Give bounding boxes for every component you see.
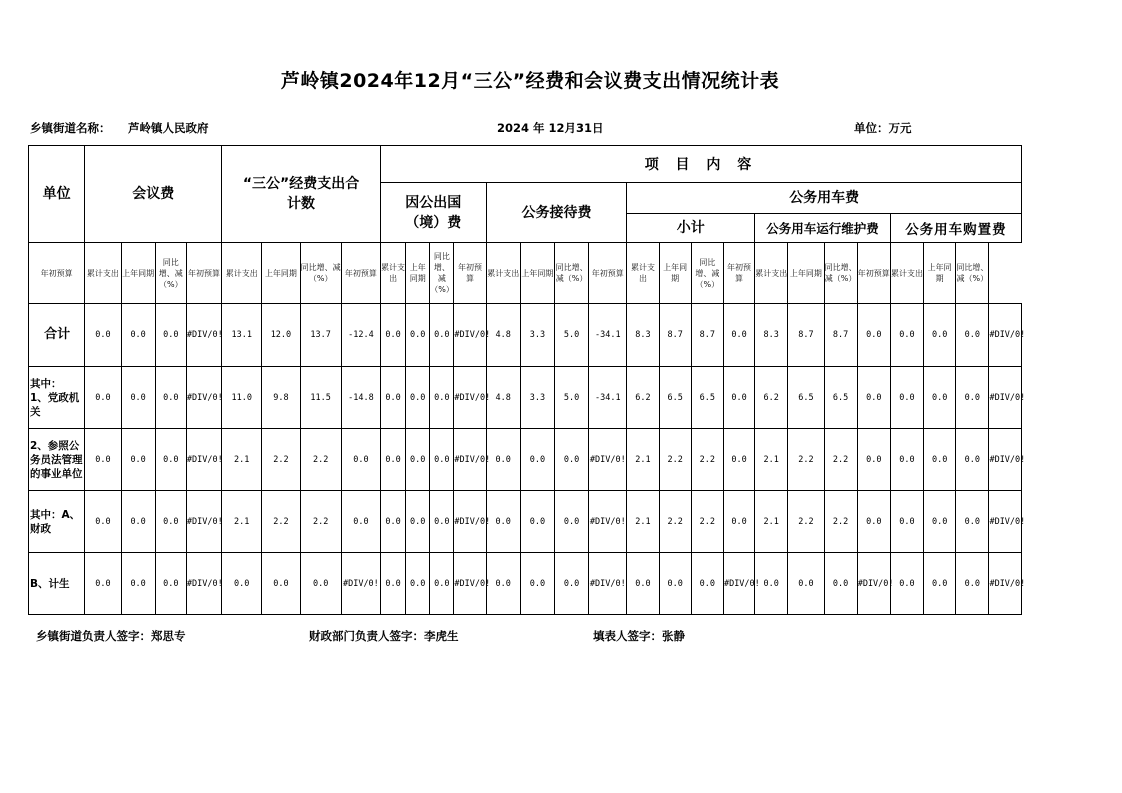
value-cell: 2.2 [262,491,300,553]
subheader-cell: 累计支出 [222,243,262,304]
finance-leader-signature: 财政部门负责人签字：李虎生 [309,629,459,643]
unit-label: 单位：万元 [854,121,912,135]
header-sangong-total-text: “三公”经费支出合计数 [242,176,360,212]
value-cell: 13.7 [300,304,341,367]
value-cell: 0.0 [155,553,186,615]
value-cell: 0.0 [956,491,989,553]
value-cell: 5.0 [554,304,588,367]
value-cell: 2.2 [824,429,857,491]
value-cell: 2.1 [627,491,659,553]
value-cell: 2.2 [691,429,723,491]
value-cell: 2.1 [755,491,788,553]
header-meeting: 会议费 [85,146,222,243]
value-cell: 6.5 [824,367,857,429]
value-cell: 0.0 [155,304,186,367]
value-cell: 0.0 [659,553,691,615]
row-label: 其中：A、财政 [29,491,85,553]
value-cell: 0.0 [121,429,155,491]
value-cell: 0.0 [956,429,989,491]
value-cell: 0.0 [890,304,923,367]
value-cell: #DIV/0! [589,491,627,553]
value-cell: 0.0 [723,304,754,367]
header-project-content: 项 目 内 容 [381,146,1022,183]
value-cell: 0.0 [222,553,262,615]
value-cell: 0.0 [723,429,754,491]
value-cell: 0.0 [262,553,300,615]
value-cell: 0.0 [788,553,824,615]
value-cell: 0.0 [430,429,454,491]
value-cell: 2.1 [222,429,262,491]
subheader-cell: 上年同期 [924,243,956,304]
value-cell: 0.0 [554,553,588,615]
value-cell: 0.0 [627,553,659,615]
value-cell: 8.3 [755,304,788,367]
value-cell: 9.8 [262,367,300,429]
value-cell: 0.0 [486,491,520,553]
value-cell: 0.0 [430,491,454,553]
value-cell: 0.0 [406,491,430,553]
value-cell: 0.0 [890,367,923,429]
table-row [29,304,1022,367]
town-leader-signature: 乡镇街道负责人签字：郑思专 [36,629,186,643]
subheader-cell: 上年同期 [788,243,824,304]
value-cell: 2.2 [788,429,824,491]
value-cell: #DIV/0! [589,553,627,615]
value-cell: 0.0 [85,553,121,615]
value-cell: #DIV/0! [186,429,221,491]
value-cell: 0.0 [381,553,406,615]
value-cell: #DIV/0! [989,304,1022,367]
value-cell: 2.2 [262,429,300,491]
value-cell: 0.0 [857,304,890,367]
value-cell: 0.0 [924,367,956,429]
value-cell: 0.0 [723,367,754,429]
subheader-cell: 同比增、减（%） [430,243,454,304]
subheader-cell: 同比增、减（%） [155,243,186,304]
value-cell: 0.0 [723,491,754,553]
value-cell: 0.0 [890,429,923,491]
value-cell: #DIV/0! [186,367,221,429]
value-cell: 0.0 [430,553,454,615]
value-cell: #DIV/0! [989,367,1022,429]
value-cell: 0.0 [430,367,454,429]
value-cell: 0.0 [155,367,186,429]
value-cell: 6.5 [659,367,691,429]
value-cell: 0.0 [406,304,430,367]
value-cell: 0.0 [890,553,923,615]
value-cell: 0.0 [381,304,406,367]
row-label: B、计生 [29,553,85,615]
value-cell: 0.0 [924,553,956,615]
value-cell: #DIV/0! [589,429,627,491]
subheader-cell: 同比增、减（%） [824,243,857,304]
page-title: 芦岭镇2024年12月“三公”经费和会议费支出情况统计表 [280,70,780,92]
value-cell: 0.0 [406,553,430,615]
value-cell: 0.0 [85,491,121,553]
value-cell: #DIV/0! [341,553,380,615]
report-date: 2024 年 12月31日 [497,121,604,135]
value-cell: #DIV/0! [989,553,1022,615]
header-purchase: 公务用车购置费 [890,214,1021,243]
value-cell: 0.0 [924,491,956,553]
value-cell: 0.0 [857,429,890,491]
subheader-cell: 累计支出 [381,243,406,304]
header-reception: 公务接待费 [486,183,627,243]
value-cell: #DIV/0! [186,553,221,615]
value-cell: 0.0 [85,367,121,429]
subheader-cell: 上年同期 [406,243,430,304]
value-cell: 0.0 [924,304,956,367]
value-cell: 0.0 [341,491,380,553]
value-cell: 11.5 [300,367,341,429]
subheader-cell: 累计支出 [755,243,788,304]
value-cell: 0.0 [691,553,723,615]
expense-table [28,145,1026,615]
value-cell: 0.0 [121,553,155,615]
value-cell: 6.5 [691,367,723,429]
value-cell: 5.0 [554,367,588,429]
subheader-cell: 年初预算 [589,243,627,304]
value-cell: 0.0 [924,429,956,491]
table-row [29,491,1022,553]
value-cell: #DIV/0! [989,491,1022,553]
subheader-cell: 上年同期 [520,243,554,304]
value-cell: 0.0 [520,429,554,491]
subheader-cell: 上年同期 [659,243,691,304]
value-cell: 8.3 [627,304,659,367]
value-cell: 0.0 [520,553,554,615]
header-sangong-total [222,146,381,243]
table-row [29,553,1022,615]
value-cell: #DIV/0! [454,304,486,367]
value-cell: -34.1 [589,367,627,429]
value-cell: 0.0 [381,491,406,553]
subheader-cell: 年初预算 [341,243,380,304]
value-cell: 8.7 [659,304,691,367]
value-cell: 0.0 [430,304,454,367]
value-cell: 8.7 [691,304,723,367]
value-cell: 0.0 [155,429,186,491]
value-cell: 13.1 [222,304,262,367]
value-cell: 0.0 [554,491,588,553]
value-cell: -14.8 [341,367,380,429]
value-cell: 0.0 [85,304,121,367]
subheader-cell: 年初预算 [857,243,890,304]
value-cell: 0.0 [486,429,520,491]
subheader-cell: 累计支出 [890,243,923,304]
subheader-cell: 累计支出 [85,243,121,304]
value-cell: 4.8 [486,304,520,367]
value-cell: 2.1 [222,491,262,553]
value-cell: 0.0 [85,429,121,491]
value-cell: 0.0 [857,367,890,429]
value-cell: 0.0 [155,491,186,553]
value-cell: #DIV/0! [454,491,486,553]
value-cell: 6.2 [627,367,659,429]
value-cell: 0.0 [755,553,788,615]
header-abroad-text: 因公出国（境）费 [405,194,462,231]
value-cell: 0.0 [486,553,520,615]
value-cell: 0.0 [121,367,155,429]
value-cell: #DIV/0! [454,367,486,429]
subheader-cell: 年初预算 [454,243,486,304]
subheader-cell: 年初预算 [723,243,754,304]
value-cell: 0.0 [890,491,923,553]
value-cell: 0.0 [956,367,989,429]
value-cell: 2.1 [627,429,659,491]
subheader-cell: 上年同期 [262,243,300,304]
value-cell: 2.2 [300,491,341,553]
value-cell: 0.0 [406,429,430,491]
value-cell: #DIV/0! [989,429,1022,491]
value-cell: 2.2 [659,491,691,553]
value-cell: 0.0 [824,553,857,615]
value-cell: 0.0 [381,429,406,491]
value-cell: 11.0 [222,367,262,429]
value-cell: 0.0 [406,367,430,429]
value-cell: 0.0 [956,553,989,615]
value-cell: 8.7 [788,304,824,367]
value-cell: 8.7 [824,304,857,367]
value-cell: 2.2 [659,429,691,491]
table-row [29,367,1022,429]
value-cell: -12.4 [341,304,380,367]
subheader-cell: 同比增、减（%） [691,243,723,304]
header-vehicle: 公务用车费 [627,183,1022,214]
header-subtotal: 小计 [627,214,755,243]
subheader-cell: 同比增、减（%） [300,243,341,304]
subheader-cell: 同比增、减（%） [956,243,989,304]
row-label: 其中： 1、党政机关 [29,367,85,429]
subheader-cell: 年初预算 [29,243,85,304]
row-label: 2、参照公务员法管理的事业单位 [29,429,85,491]
filler-signature: 填表人签字：张静 [593,629,685,643]
value-cell: 3.3 [520,304,554,367]
unit-name-label: 乡镇街道名称： [30,121,111,135]
value-cell: #DIV/0! [857,553,890,615]
subheader-cell: 年初预算 [186,243,221,304]
value-cell: #DIV/0! [723,553,754,615]
value-cell: #DIV/0! [454,553,486,615]
value-cell: 0.0 [341,429,380,491]
table-row [29,429,1022,491]
unit-name-value: 芦岭镇人民政府 [128,121,209,135]
value-cell: 3.3 [520,367,554,429]
value-cell: 0.0 [554,429,588,491]
value-cell: 2.2 [824,491,857,553]
value-cell: 12.0 [262,304,300,367]
value-cell: 4.8 [486,367,520,429]
header-operation: 公务用车运行维护费 [755,214,891,243]
row-label: 合计 [29,304,85,367]
value-cell: 2.1 [755,429,788,491]
subheader-cell: 上年同期 [121,243,155,304]
header-abroad [381,183,487,243]
value-cell: #DIV/0! [186,491,221,553]
value-cell: 6.5 [788,367,824,429]
value-cell: #DIV/0! [186,304,221,367]
value-cell: 2.2 [300,429,341,491]
value-cell: 2.2 [691,491,723,553]
value-cell: 0.0 [857,491,890,553]
value-cell: 2.2 [788,491,824,553]
value-cell: #DIV/0! [454,429,486,491]
value-cell: 0.0 [381,367,406,429]
value-cell: 0.0 [121,304,155,367]
header-unit: 单位 [29,146,85,243]
value-cell: -34.1 [589,304,627,367]
subheader-cell: 同比增、减（%） [554,243,588,304]
value-cell: 0.0 [956,304,989,367]
value-cell: 0.0 [520,491,554,553]
value-cell: 0.0 [121,491,155,553]
subheader-cell: 累计支出 [627,243,659,304]
subheader-cell: 累计支出 [486,243,520,304]
value-cell: 6.2 [755,367,788,429]
value-cell: 0.0 [300,553,341,615]
